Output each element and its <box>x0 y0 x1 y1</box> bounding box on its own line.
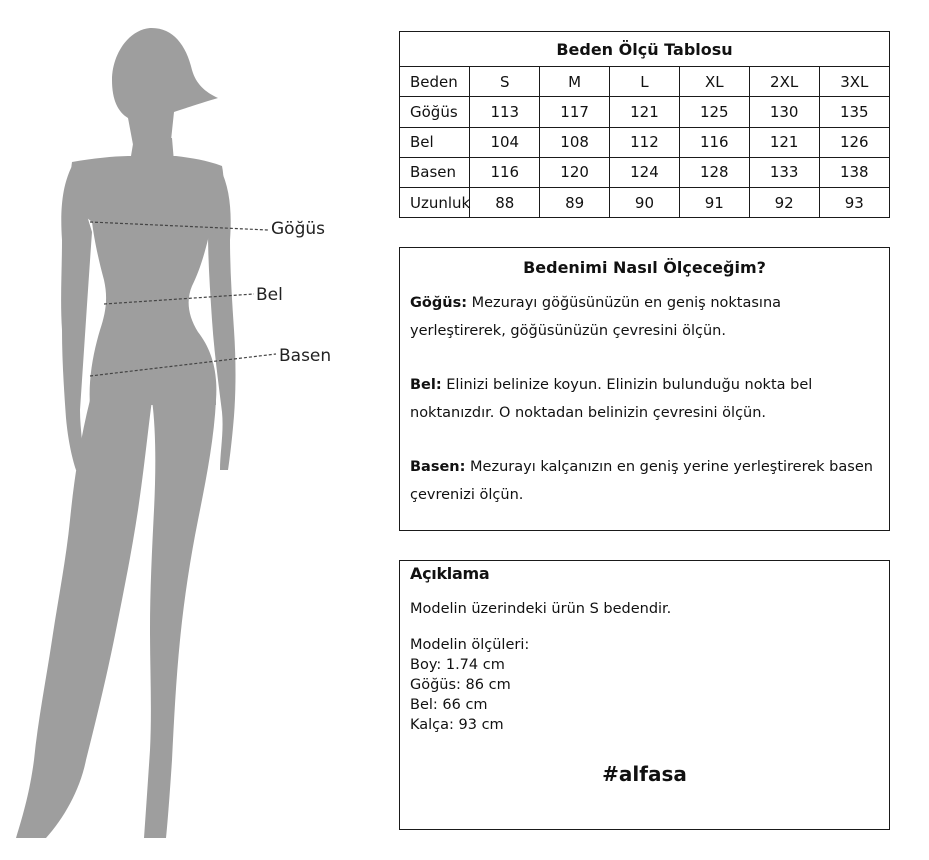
row-label: Uzunluk <box>400 188 470 218</box>
table-cell: 130 <box>749 97 819 127</box>
how-to-measure-title: Bedenimi Nasıl Ölçeceğim? <box>523 258 766 277</box>
table-cell: 104 <box>470 127 540 157</box>
table-cell: 91 <box>679 188 749 218</box>
table-cell: 116 <box>679 127 749 157</box>
table-cell: 88 <box>470 188 540 218</box>
table-cell: 108 <box>540 127 610 157</box>
header-cell: 2XL <box>749 67 819 97</box>
table-cell: 113 <box>470 97 540 127</box>
howto-item-gogus <box>410 289 879 345</box>
table-cell: 89 <box>540 188 610 218</box>
gogus-label: Göğüs <box>271 219 325 239</box>
table-cell: 121 <box>749 127 819 157</box>
header-cell: 3XL <box>819 67 889 97</box>
table-cell: 128 <box>679 157 749 187</box>
bel-label: Bel <box>256 285 283 305</box>
brand-hashtag: #alfasa <box>602 762 687 786</box>
table-cell: 135 <box>819 97 889 127</box>
table-row <box>400 127 889 157</box>
description-title: Açıklama <box>410 564 490 583</box>
size-chart-table <box>399 31 890 218</box>
howto-term: Göğüs: <box>410 295 467 311</box>
row-label: Basen <box>400 157 470 187</box>
row-label: Bel <box>400 127 470 157</box>
measurement-item: Boy: 1.74 cm <box>410 657 505 673</box>
table-cell: 126 <box>819 127 889 157</box>
size-chart-title: Beden Ölçü Tablosu <box>400 32 889 67</box>
table-cell: 116 <box>470 157 540 187</box>
table-row <box>400 157 889 187</box>
description-panel <box>399 560 890 830</box>
table-cell: 121 <box>610 97 680 127</box>
measurement-item: Bel: 66 cm <box>410 697 488 713</box>
measurements-title: Modelin ölçüleri: <box>410 637 530 653</box>
table-row <box>400 188 889 218</box>
table-cell: 112 <box>610 127 680 157</box>
table-cell: 93 <box>819 188 889 218</box>
howto-term: Bel: <box>410 377 442 393</box>
table-cell: 90 <box>610 188 680 218</box>
header-cell: M <box>540 67 610 97</box>
howto-item-basen <box>410 453 879 509</box>
table-header-row <box>400 67 889 97</box>
how-to-measure-panel <box>399 247 890 531</box>
table-cell: 133 <box>749 157 819 187</box>
measurement-item: Göğüs: 86 cm <box>410 677 511 693</box>
table-cell: 117 <box>540 97 610 127</box>
table-cell: 125 <box>679 97 749 127</box>
measurement-item: Kalça: 93 cm <box>410 717 504 733</box>
howto-text: Elinizi belinize koyun. Elinizin bulunduğu nokta bel noktanızdır. O noktadan belinizin çevresini ölçün. <box>410 377 813 421</box>
header-cell: L <box>610 67 680 97</box>
table-cell: 92 <box>749 188 819 218</box>
table-row <box>400 97 889 127</box>
table-cell: 124 <box>610 157 680 187</box>
table-cell: 138 <box>819 157 889 187</box>
header-cell: XL <box>679 67 749 97</box>
howto-text: Mezurayı kalçanızın en geniş yerine yerleştirerek basen çevrenizi ölçün. <box>410 459 873 503</box>
howto-text: Mezurayı göğüsünüzün en geniş noktasına yerleştirerek, göğüsünüzün çevresini ölçün. <box>410 295 782 339</box>
row-label: Göğüs <box>400 97 470 127</box>
body-silhouette-figure <box>0 0 400 860</box>
silhouette-illustration <box>0 0 400 860</box>
description-text: Modelin üzerindeki ürün S bedendir. <box>410 601 672 617</box>
basen-label: Basen <box>279 346 332 366</box>
header-cell: S <box>470 67 540 97</box>
header-cell: Beden <box>400 67 470 97</box>
howto-term: Basen: <box>410 459 466 475</box>
table-cell: 120 <box>540 157 610 187</box>
howto-item-bel <box>410 371 879 427</box>
